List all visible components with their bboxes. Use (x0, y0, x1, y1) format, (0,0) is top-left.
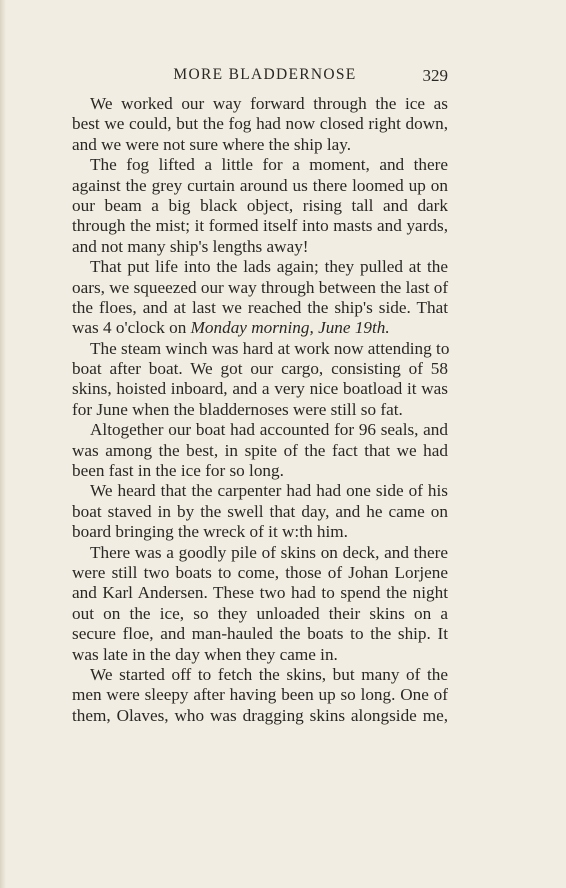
text-line: the floes, and at last we reached the ship's side. That (72, 297, 448, 317)
text-line: skins, hoisted inboard, and a very nice boatload it was (72, 379, 448, 399)
paragraph-3 (72, 257, 448, 339)
paragraph-1 (72, 94, 448, 155)
text-line: That put life into the lads again; they pulled at the (90, 257, 448, 277)
text-line: men were sleepy after having been up so long. One of (72, 685, 448, 705)
text-line: secure floe, and man-hauled the boats to the ship. It (72, 624, 448, 644)
text-line: We worked our way forward through the ice as (90, 94, 448, 113)
page-number: 329 (422, 66, 448, 85)
text-line: them, Olaves, who was dragging skins alongside me, (72, 705, 448, 725)
text-line: been fast in the ice for so long. (72, 461, 284, 481)
text-line: boat staved in by the swell that day, and he came on (72, 501, 448, 521)
text-line: and not many ship's lengths away! (72, 236, 309, 256)
text-line: boat after boat. We got our cargo, consisting of 58 (72, 359, 448, 379)
text-line: and we were not sure where the ship lay. (72, 134, 352, 154)
text-line: were still two boats to come, those of Johan Lorjene (72, 562, 448, 582)
page-gutter-shadow (0, 0, 6, 888)
body-text (72, 94, 448, 726)
paragraph-8 (72, 665, 448, 726)
text-line: against the grey curtain around us there loomed up on (72, 175, 448, 195)
paragraph-7 (72, 543, 448, 665)
text-line: board bringing the wreck of it w:th him. (72, 522, 348, 542)
text-line: Altogether our boat had accounted for 96 seals, and (90, 420, 448, 440)
text-span: was 4 o'clock on (72, 318, 191, 338)
text-line: for June when the bladdernoses were still so fat. (72, 399, 403, 419)
paragraph-5 (72, 420, 448, 481)
text-line: was late in the day when they came in. (72, 644, 338, 664)
text-line: and Karl Andersen. These two had to spend the night (72, 583, 448, 603)
text-line: through the mist; it formed itself into masts and yards, (72, 216, 448, 236)
paragraph-2 (72, 155, 448, 257)
text-line: was among the best, in spite of the fact that we had (72, 440, 448, 460)
running-title: MORE BLADDERNOSE (173, 66, 357, 83)
text-line: best we could, but the fog had now closed right down, (72, 114, 448, 134)
date-italic: Monday morning, June 19th. (190, 318, 390, 338)
text-line: We heard that the carpenter had had one side of his (90, 481, 448, 501)
text-line (72, 318, 448, 338)
text-line: We started off to fetch the skins, but many of the (90, 664, 448, 684)
text-line: The steam winch was hard at work now attending to (90, 338, 450, 358)
text-line: out on the ice, so they unloaded their skins on a (72, 603, 448, 623)
text-line: our beam a big black object, rising tall and dark (72, 195, 448, 215)
text-line: There was a goodly pile of skins on deck, and there (90, 542, 448, 562)
paragraph-4 (72, 339, 448, 421)
paragraph-6 (72, 481, 448, 542)
text-line: oars, we squeezed our way through between the last of (72, 277, 449, 297)
running-head (72, 64, 448, 86)
text-line: The fog lifted a little for a moment, and there (90, 155, 448, 175)
